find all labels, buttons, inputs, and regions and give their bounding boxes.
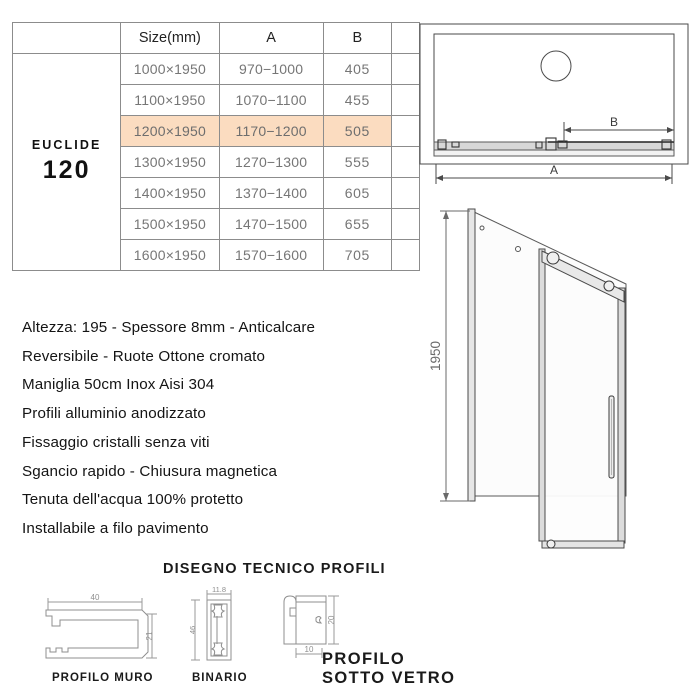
roller-bottom [547,540,555,548]
row-spacer [391,209,419,240]
cell-a: 1070−1100 [219,85,323,116]
profiles-heading: DISEGNO TECNICO PROFILI [163,561,386,577]
cell-size: 1300×1950 [121,147,219,178]
spec-line: Maniglia 50cm Inox Aisi 304 [22,376,215,394]
lower-track-band [434,150,674,156]
spec-line: Reversibile - Ruote Ottone cromato [22,347,266,365]
cell-size: 1500×1950 [121,209,219,240]
spec-line: Altezza: 195 - Spessore 8mm - Anticalcare [22,319,316,336]
binario-height-label: 46 [188,625,197,635]
height-dimension-group [440,211,470,501]
cell-b: 505 [323,116,391,147]
header-size: Size(mm) [121,23,219,54]
profile-binario-caption: BINARIO [192,672,248,684]
profile-muro-caption: PROFILO MURO [52,672,154,684]
isometric-door-drawing [418,196,696,556]
roller-right [604,281,614,291]
cell-size: 1100×1950 [121,85,219,116]
row-spacer [391,178,419,209]
cell-size: 1200×1950 [121,116,219,147]
binario-bottom-groove [212,643,224,655]
sotto-screw-channel [316,617,321,624]
cell-a: 970−1000 [219,54,323,85]
model-number: 120 [42,156,91,185]
row-spacer [391,116,419,147]
model-cell [13,54,121,271]
sotto-width-label: 10 [304,645,314,654]
sotto-left-lip [284,596,296,644]
row-spacer [391,240,419,271]
muro-width-label: 40 [90,593,100,602]
cell-b: 705 [323,240,391,271]
cell-b: 605 [323,178,391,209]
right-edge-post [618,288,625,543]
header-b: B [323,23,391,54]
sotto-body [296,596,326,644]
model-name: EUCLIDE [31,137,102,152]
cell-a: 1270−1300 [219,147,323,178]
profile-binario-svg [183,586,253,668]
size-table [12,22,420,271]
binario-width-label: 11.8 [211,586,227,594]
fixing-hole-mid [516,247,521,252]
muro-height-label: 21 [145,631,154,641]
wall-profile-left [468,209,475,501]
spec-line: Tenuta dell'acqua 100% protetto [22,491,244,509]
cell-b: 455 [323,85,391,116]
fixing-hole-top [480,226,484,230]
dimension-b-label: B [609,115,619,129]
profile-binario-drawing [183,586,253,673]
dimension-b-group [564,122,674,142]
roller-left [547,252,559,264]
plan-view-svg [418,22,694,194]
spec-line: Installabile a filo pavimento [22,519,209,537]
cell-b: 405 [323,54,391,85]
cell-a: 1470−1500 [219,209,323,240]
table-header-row [13,23,420,54]
binario-top-groove [212,605,224,617]
table-row [13,54,420,85]
cell-a: 1170−1200 [219,116,323,147]
cell-a: 1570−1600 [219,240,323,271]
glass-area-outline [434,34,674,152]
height-dimension-label: 1950 [428,340,443,372]
profile-muro-drawing [38,592,158,672]
cell-size: 1000×1950 [121,54,219,85]
profile-muro-svg [38,592,158,667]
dimension-a-label: A [549,163,559,177]
header-a: A [219,23,323,54]
profile-sotto-vetro-caption: PROFILO SOTTO VETRO [322,650,456,688]
row-spacer [391,147,419,178]
track-band [434,142,674,150]
cell-b: 555 [323,147,391,178]
circle-detail [541,51,571,81]
sotto-height-label: 20 [327,615,336,625]
row-spacer [391,85,419,116]
plan-view-drawing [418,22,694,194]
header-spacer [391,23,419,54]
cell-a: 1370−1400 [219,178,323,209]
isometric-svg [418,196,696,556]
cell-size: 1600×1950 [121,240,219,271]
spec-line: Fissaggio cristalli senza viti [22,433,210,451]
spec-line: Profili alluminio anodizzato [22,405,207,423]
row-spacer [391,54,419,85]
profile-muro-section [46,610,148,658]
cell-b: 655 [323,209,391,240]
header-model [13,23,121,54]
spec-line: Sgancio rapido - Chiusura magnetica [22,462,278,480]
slider-edge-post [539,249,545,541]
cell-size: 1400×1950 [121,178,219,209]
specification-list [22,320,412,550]
size-table-container [12,22,420,271]
